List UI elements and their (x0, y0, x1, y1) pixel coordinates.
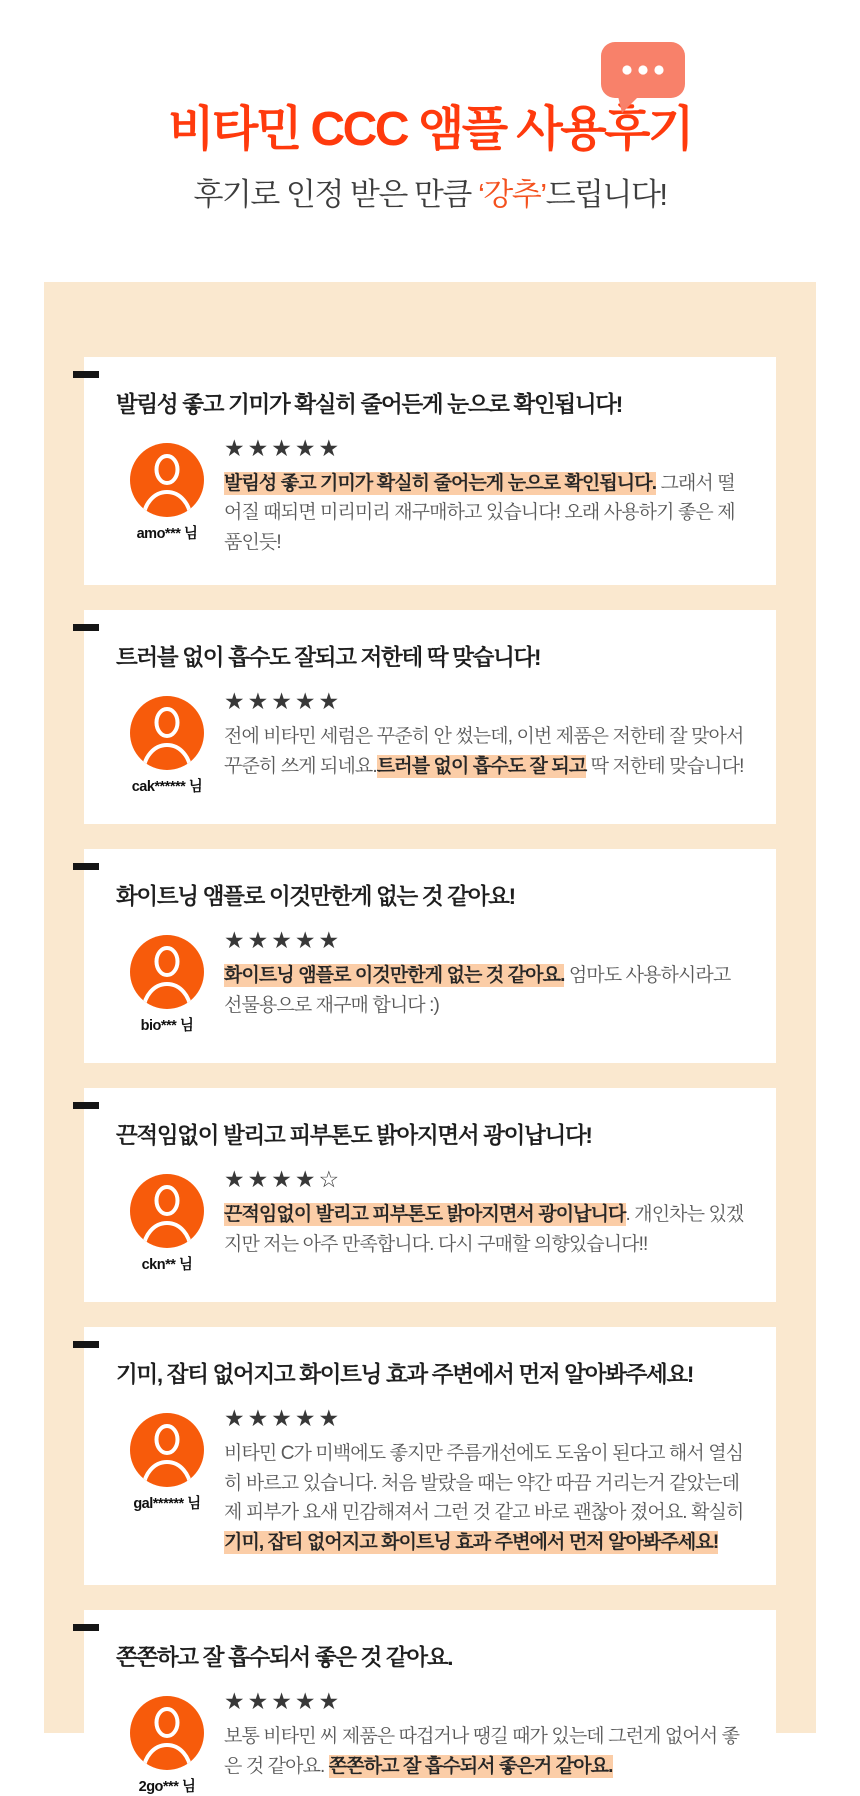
user-avatar-icon (130, 1413, 204, 1487)
review-username: bio*** 님 (140, 1018, 194, 1035)
review-title: 쫀쫀하고 잘 흡수되서 좋은 것 같아요. (116, 1645, 453, 1671)
review-plain-text: . 개인차는 있겠지만 저는 아주 만족합니다. 다시 구매할 의향있습니다!! (224, 1204, 744, 1255)
review-title: 끈적임없이 발리고 피부톤도 밝아지면서 광이납니다! (116, 1123, 592, 1149)
review-title: 기미, 잡티 없어지고 화이트닝 효과 주변에서 먼저 알아봐주세요! (116, 1362, 694, 1388)
review-card (84, 1610, 776, 1796)
review-username: gal****** 님 (133, 1496, 201, 1513)
dash-marker (73, 1624, 99, 1631)
dash-marker (73, 1102, 99, 1109)
speech-bubble-icon (600, 42, 686, 114)
review-text (224, 722, 750, 781)
review-card (84, 610, 776, 824)
reviewer-column (114, 1168, 220, 1274)
review-card (84, 1088, 776, 1302)
review-text (224, 1439, 750, 1557)
review-plain-text: 보통 비타민 씨 제품은 따겁거나 땡길 때가 있는데 그런게 없어서 좋은 것 같아요. (224, 1726, 740, 1777)
review-title: 발림성 좋고 기미가 확실히 줄어든게 눈으로 확인됩니다! (116, 392, 622, 417)
review-text (224, 1200, 750, 1259)
review-content (220, 1168, 750, 1259)
reviewer-column (114, 1407, 220, 1513)
review-highlight-text: 끈적임없이 발리고 피부톤도 밝아지면서 광이납니다 (224, 1204, 626, 1226)
star-rating: ★★★★★ (224, 1405, 343, 1432)
page-header (0, 0, 860, 282)
reviewer-column (114, 437, 220, 543)
review-card (84, 849, 776, 1063)
user-avatar-icon (130, 696, 204, 770)
star-rating: ★★★★☆ (224, 1166, 343, 1193)
subtitle-accent: ‘강추’ (477, 176, 546, 212)
review-highlight-text: 기미, 잡티 없어지고 화이트닝 효과 주변에서 먼저 알아봐주세요! (224, 1531, 719, 1553)
review-body (114, 929, 750, 1035)
user-avatar-icon (130, 1696, 204, 1770)
user-avatar-icon (130, 1174, 204, 1248)
review-highlight-text: 쫀쫀하고 잘 흡수되서 좋은거 같아요. (328, 1755, 613, 1777)
review-plain-text: 그래서 떨어질 때되면 미리미리 재구매하고 있습니다! 오래 사용하기 좋은 제품인듯! (224, 473, 735, 553)
review-highlight-text: 발림성 좋고 기미가 확실히 줄어는게 눈으로 확인됩니다. (224, 473, 657, 494)
reviewer-column (114, 929, 220, 1035)
review-body (114, 1168, 750, 1274)
review-plain-text: 엄마도 사용하시라고 선물용으로 재구매 합니다 :) (224, 965, 731, 1016)
review-body (114, 690, 750, 796)
review-body (114, 437, 750, 557)
review-content (220, 437, 750, 557)
review-title: 화이트닝 앰플로 이것만한게 없는 것 같아요! (116, 884, 515, 910)
star-rating: ★★★★★ (224, 1688, 343, 1715)
page-title: 비타민 CCC 앰플 사용후기 (168, 103, 692, 156)
review-content (220, 690, 750, 781)
star-rating: ★★★★★ (224, 435, 343, 461)
subtitle-suffix: 드립니다! (545, 176, 667, 212)
review-highlight-text: 화이트닝 앰플로 이것만한게 없는 것 같아요. (224, 965, 565, 987)
review-text (224, 1722, 750, 1781)
review-content (220, 1407, 750, 1557)
review-username: amo*** 님 (136, 526, 198, 542)
page-subtitle (0, 169, 860, 214)
review-content (220, 1690, 750, 1781)
review-plain-text: 비타민 C가 미백에도 좋지만 주름개선에도 도움이 된다고 해서 열심히 바르고 있습니다. 처음 발랐을 때는 약간 따끔 거리는거 같았는데 제 피부가 요새 민감해져서 그런 것 같고 바로 괜찮아 졌어요. 확실히 (224, 1443, 744, 1524)
review-text (224, 961, 750, 1020)
reviewer-column (114, 690, 220, 796)
star-rating: ★★★★★ (224, 927, 343, 954)
review-plain-text: 전에 비타민 세럼은 꾸준히 안 썼는데, 이번 제품은 저한테 잘 맞아서 꾸준히 쓰게 되네요. (224, 726, 744, 777)
dash-marker (73, 863, 99, 870)
review-username: 2go*** 님 (138, 1779, 196, 1796)
review-highlight-text: 트러블 없이 흡수도 잘 되고 (376, 755, 587, 777)
review-list (44, 282, 816, 1796)
star-rating: ★★★★★ (224, 688, 343, 715)
review-body (114, 1690, 750, 1796)
review-text (224, 469, 750, 557)
dash-marker (73, 1341, 99, 1348)
review-content (220, 929, 750, 1020)
review-username: cak****** 님 (131, 779, 203, 796)
dash-marker (73, 624, 99, 631)
review-body (114, 1407, 750, 1557)
review-title: 트러블 없이 흡수도 잘되고 저한테 딱 맞습니다! (116, 645, 541, 671)
user-avatar-icon (130, 443, 204, 517)
review-username: ckn** 님 (141, 1257, 193, 1274)
review-card (84, 357, 776, 585)
dash-marker (73, 371, 99, 378)
reviewer-column (114, 1690, 220, 1796)
review-plain-text: 딱 저한테 맞습니다! (586, 755, 744, 777)
subtitle-prefix: 후기로 인정 받은 만큼 (193, 176, 478, 212)
review-card (84, 1327, 776, 1585)
reviews-panel (44, 282, 816, 1796)
user-avatar-icon (130, 935, 204, 1009)
